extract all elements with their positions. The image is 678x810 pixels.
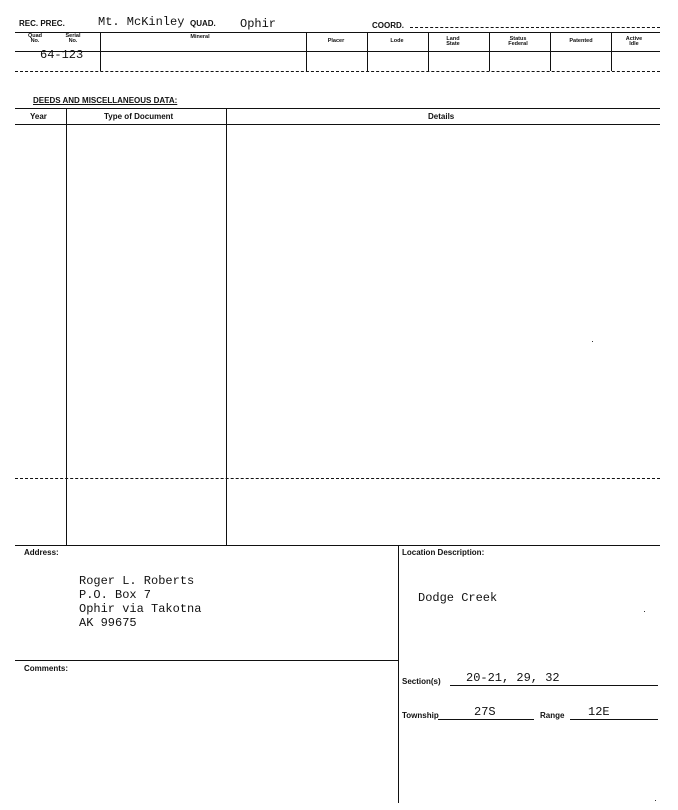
address-line: Ophir via Takotna: [79, 602, 202, 616]
address-line: P.O. Box 7: [79, 588, 152, 602]
address-bottom-rule: [15, 660, 398, 661]
quad-value: Ophir: [240, 17, 277, 31]
deeds-top-rule: [15, 108, 660, 109]
col-land-state: Land State: [446, 36, 460, 47]
deeds-header-rule: [15, 124, 660, 125]
address-block: [79, 574, 201, 630]
location-value: Dodge Creek: [418, 591, 498, 605]
lower-col-divider: [398, 545, 399, 803]
col-divider: [306, 32, 307, 71]
rec-prec-label: REC. PREC.: [19, 19, 65, 28]
col-type-of-document: Type of Document: [104, 112, 174, 121]
scan-speck: [644, 611, 645, 612]
comments-label: Comments:: [24, 664, 69, 673]
township-label: Township: [402, 711, 439, 720]
header-rule: [15, 32, 660, 33]
deeds-title: DEEDS AND MISCELLANEOUS DATA:: [33, 96, 178, 105]
col-mineral: Mineral: [190, 34, 210, 40]
range-underline: [570, 719, 658, 720]
col-divider: [428, 32, 429, 71]
column-header-rule: [15, 51, 660, 52]
address-label: Address:: [24, 548, 59, 557]
col-divider: [611, 32, 612, 71]
col-divider: [100, 32, 101, 71]
address-line: AK 99675: [79, 616, 137, 630]
col-lode: Lode: [390, 38, 404, 44]
scan-speck: [655, 800, 656, 801]
address-line: Roger L. Roberts: [79, 574, 195, 588]
col-active-idle: Active Idle: [625, 36, 643, 47]
col-status-federal: Status Federal: [508, 36, 528, 47]
range-label: Range: [540, 711, 565, 720]
range-value: 12E: [588, 705, 610, 719]
sections-label: Section(s): [402, 677, 441, 686]
col-details: Details: [428, 112, 455, 121]
col-patented: Patented: [569, 38, 593, 44]
col-divider: [550, 32, 551, 71]
deeds-col-divider: [66, 108, 67, 545]
col-serial-no: Serial No.: [65, 33, 81, 44]
col-quad-no: Quad No.: [27, 33, 43, 44]
header-dashed-rule: [410, 27, 660, 28]
record-dashed-rule: [15, 71, 660, 72]
col-placer: Placer: [327, 38, 345, 44]
quad-serial-value: 64-123: [40, 48, 84, 62]
sections-underline: [450, 685, 658, 686]
sections-value: 20-21, 29, 32: [466, 671, 560, 685]
scan-speck: [592, 341, 593, 342]
rec-prec-value: Mt. McKinley: [98, 15, 185, 29]
location-label: Location Description:: [402, 548, 485, 557]
deeds-bottom-rule: [15, 545, 660, 546]
coord-label: COORD.: [372, 21, 404, 30]
deeds-dashed-rule: [15, 478, 660, 479]
quad-label: QUAD.: [190, 19, 216, 28]
township-value: 27S: [474, 705, 496, 719]
township-underline: [438, 719, 534, 720]
deeds-col-divider: [226, 108, 227, 545]
col-year: Year: [30, 112, 47, 121]
col-divider: [367, 32, 368, 71]
col-divider: [489, 32, 490, 71]
